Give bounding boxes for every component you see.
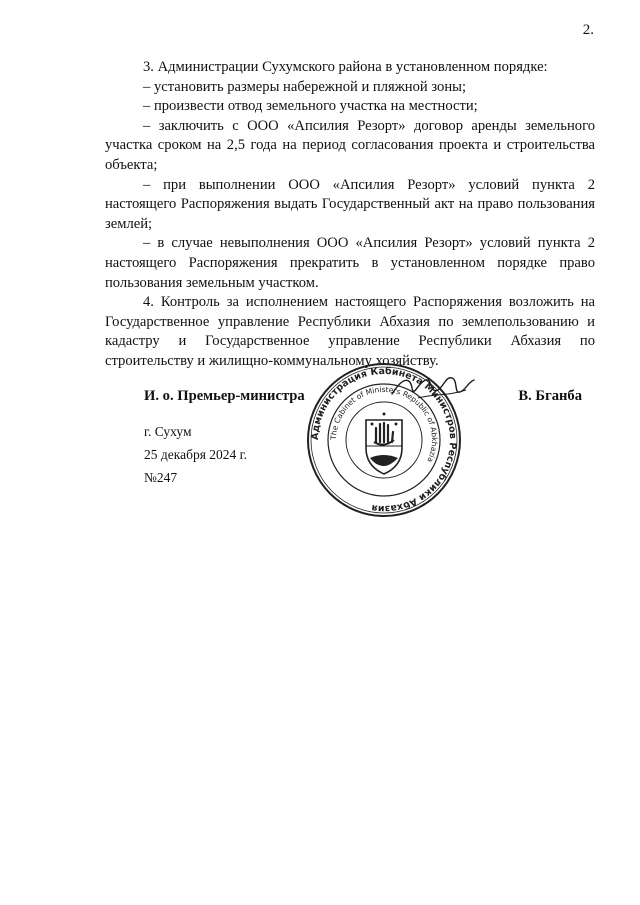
signatory-title: И. о. Премьер-министра	[144, 388, 305, 404]
document-body	[105, 58, 595, 372]
signatory-name: В. Бганба	[518, 388, 582, 404]
document-place: г. Сухум	[144, 424, 192, 439]
paragraph-3-item-4: – при выполнении ООО «Апсилия Резорт» условий пункта 2 настоящего Распоряжения выдать Государственный акт на право пользования землей;	[105, 176, 595, 232]
paragraph-3-item-5: – в случае невыполнения ООО «Апсилия Резорт» условий пункта 2 настоящего Распоряжения прекратить в установленном порядке право пользования земельным участком.	[105, 235, 595, 291]
paragraph-4: 4. Контроль за исполнением настоящего Распоряжения возложить на Государственное управление Республики Абхазия по землепользованию и кадастру и Государственное управление Республики Абхазия по строительству и жилищно-коммунальному хозяйству.	[105, 294, 595, 369]
document-date: 25 декабря 2024 г.	[144, 447, 248, 462]
document-number: №247	[144, 470, 178, 485]
document-meta	[144, 420, 247, 489]
seal-inner-text: The Cabinet of Ministers Republic of Abkhazia	[328, 384, 440, 464]
paragraph-3-item-1: – установить размеры набережной и пляжной зоны;	[143, 78, 467, 95]
page-number: 2.	[582, 22, 594, 38]
paragraph-3-item-3: – заключить с ООО «Апсилия Резорт» договор аренды земельного участка сроком на 2,5 года на период согласования проекта и строительства объекта;	[105, 117, 595, 173]
handwritten-signature-icon	[388, 368, 478, 408]
seal-outer-text: Администрация Кабинета Министров Республики Абхазия	[309, 365, 459, 515]
paragraph-3: 3. Администрации Сухумского района в установленном порядке:	[143, 59, 548, 75]
paragraph-3-item-2: – произвести отвод земельного участка на местности;	[143, 98, 478, 115]
